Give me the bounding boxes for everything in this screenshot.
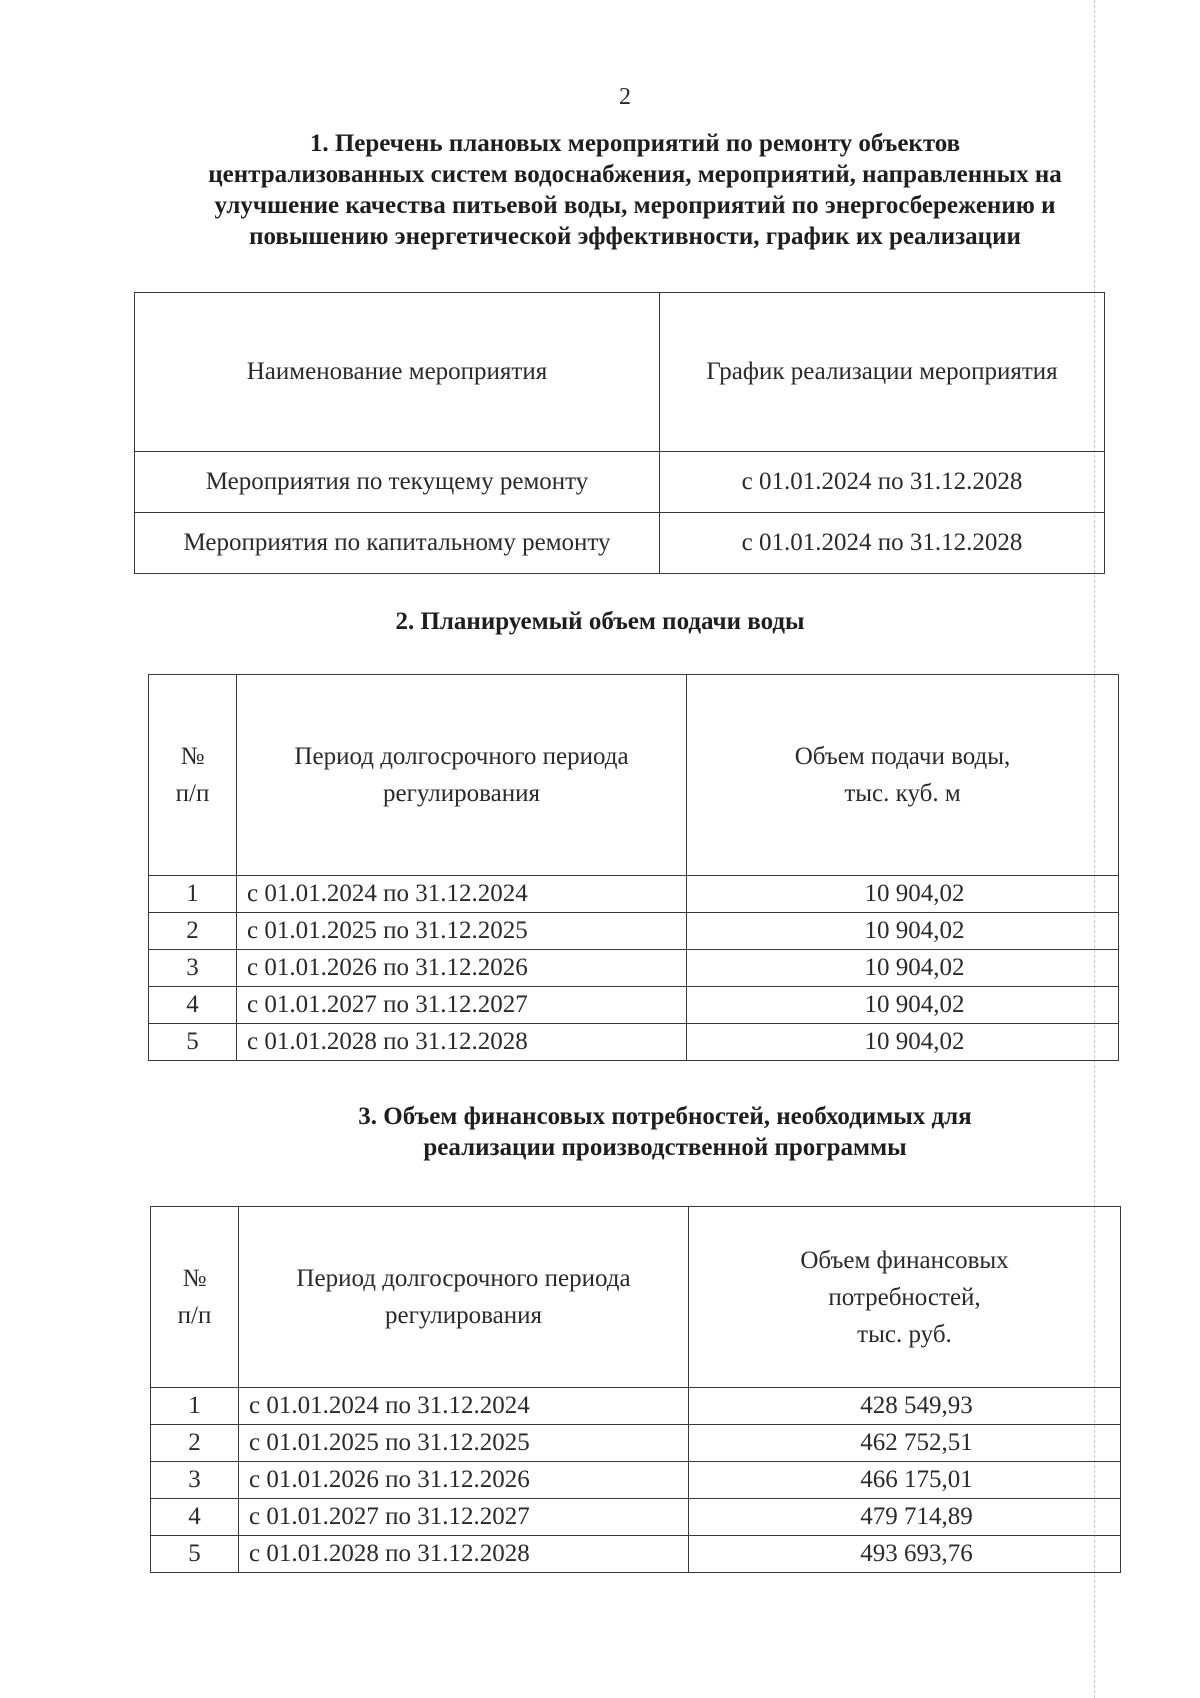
column-header-financial-needs (689, 1207, 1121, 1388)
row-number-cell: 5 (151, 1536, 239, 1573)
financial-needs-cell: 493 693,76 (689, 1536, 1121, 1573)
period-cell: с 01.01.2025 по 31.12.2025 (239, 1425, 689, 1462)
section2-heading-line: 2. Планируемый объем подачи воды (395, 608, 805, 635)
table-row (151, 1388, 1121, 1425)
table-row (149, 1024, 1119, 1061)
period-cell: с 01.01.2027 по 31.12.2027 (237, 987, 687, 1024)
table-header-row (135, 293, 1105, 452)
water-volume-cell: 10 904,02 (687, 950, 1119, 987)
period-cell: с 01.01.2027 по 31.12.2027 (239, 1499, 689, 1536)
row-number-cell: 1 (151, 1388, 239, 1425)
activity-name-cell: Мероприятия по капитальному ремонту (135, 513, 660, 574)
header-line: п/п (177, 1302, 212, 1329)
schedule-cell: с 01.01.2024 по 31.12.2028 (660, 452, 1105, 513)
table-header-row (149, 675, 1119, 876)
period-cell: с 01.01.2024 по 31.12.2024 (239, 1388, 689, 1425)
header-line: регулирования (383, 780, 540, 807)
section1-heading-line: 1. Перечень плановых мероприятий по ремонту объектов (309, 130, 961, 157)
table-row (151, 1425, 1121, 1462)
header-line: Объем финансовых (800, 1246, 1009, 1274)
column-header-schedule: График реализации мероприятия (660, 293, 1105, 452)
header-line: тыс. куб. м (844, 780, 961, 807)
header-line: Период долгосрочного периода (294, 743, 629, 770)
column-header-period (237, 675, 687, 876)
row-number-cell: 2 (151, 1425, 239, 1462)
table-row (149, 913, 1119, 950)
header-line: Объем подачи воды, (794, 743, 1011, 770)
row-number-cell: 1 (149, 876, 237, 913)
table-row (151, 1462, 1121, 1499)
table-header-row (151, 1207, 1121, 1388)
financial-needs-table (150, 1206, 1121, 1573)
water-supply-table (148, 674, 1119, 1061)
header-line: № (182, 1265, 207, 1292)
water-volume-cell: 10 904,02 (687, 913, 1119, 950)
header-line: № (180, 743, 205, 770)
section1-heading-line: улучшение качества питьевой воды, мероприятий по энергосбережению и (214, 192, 1056, 219)
row-number-cell: 4 (151, 1499, 239, 1536)
schedule-cell: с 01.01.2024 по 31.12.2028 (660, 513, 1105, 574)
header-line: п/п (175, 780, 210, 807)
activities-table (134, 292, 1105, 574)
column-header-number (151, 1207, 239, 1388)
period-cell: с 01.01.2025 по 31.12.2025 (237, 913, 687, 950)
page-number: 2 (619, 84, 631, 110)
water-volume-cell: 10 904,02 (687, 876, 1119, 913)
financial-needs-cell: 462 752,51 (689, 1425, 1121, 1462)
period-cell: с 01.01.2028 по 31.12.2028 (239, 1536, 689, 1573)
header-line: регулирования (385, 1302, 542, 1329)
financial-needs-cell: 479 714,89 (689, 1499, 1121, 1536)
section1-heading-line: повышению энергетической эффективности, график их реализации (249, 223, 1021, 250)
table-row (135, 452, 1105, 513)
water-volume-cell: 10 904,02 (687, 987, 1119, 1024)
period-cell: с 01.01.2028 по 31.12.2028 (237, 1024, 687, 1061)
period-cell: с 01.01.2026 по 31.12.2026 (239, 1462, 689, 1499)
section3-heading-line: реализации производственной программы (423, 1134, 907, 1161)
row-number-cell: 5 (149, 1024, 237, 1061)
row-number-cell: 3 (151, 1462, 239, 1499)
table-row (135, 513, 1105, 574)
table-row (149, 950, 1119, 987)
financial-needs-cell: 466 175,01 (689, 1462, 1121, 1499)
table-row (149, 987, 1119, 1024)
header-line: потребностей, (828, 1283, 981, 1311)
header-line: Период долгосрочного периода (296, 1265, 631, 1292)
section1-heading-line: централизованных систем водоснабжения, мероприятий, направленных на (208, 161, 1062, 188)
water-volume-cell: 10 904,02 (687, 1024, 1119, 1061)
period-cell: с 01.01.2026 по 31.12.2026 (237, 950, 687, 987)
row-number-cell: 2 (149, 913, 237, 950)
column-header-number (149, 675, 237, 876)
table-row (151, 1499, 1121, 1536)
table-row (149, 876, 1119, 913)
header-line: тыс. руб. (857, 1320, 952, 1348)
period-cell: с 01.01.2024 по 31.12.2024 (237, 876, 687, 913)
section1-heading (140, 128, 1130, 252)
activity-name-cell: Мероприятия по текущему ремонту (135, 452, 660, 513)
financial-needs-cell: 428 549,93 (689, 1388, 1121, 1425)
column-header-period (239, 1207, 689, 1388)
column-header-activity-name: Наименование мероприятия (135, 293, 660, 452)
row-number-cell: 4 (149, 987, 237, 1024)
row-number-cell: 3 (149, 950, 237, 987)
column-header-water-volume (687, 675, 1119, 876)
table-row (151, 1536, 1121, 1573)
section3-heading (280, 1101, 1050, 1163)
section3-heading-line: 3. Объем финансовых потребностей, необходимых для (358, 1103, 972, 1130)
section2-heading (330, 606, 870, 637)
